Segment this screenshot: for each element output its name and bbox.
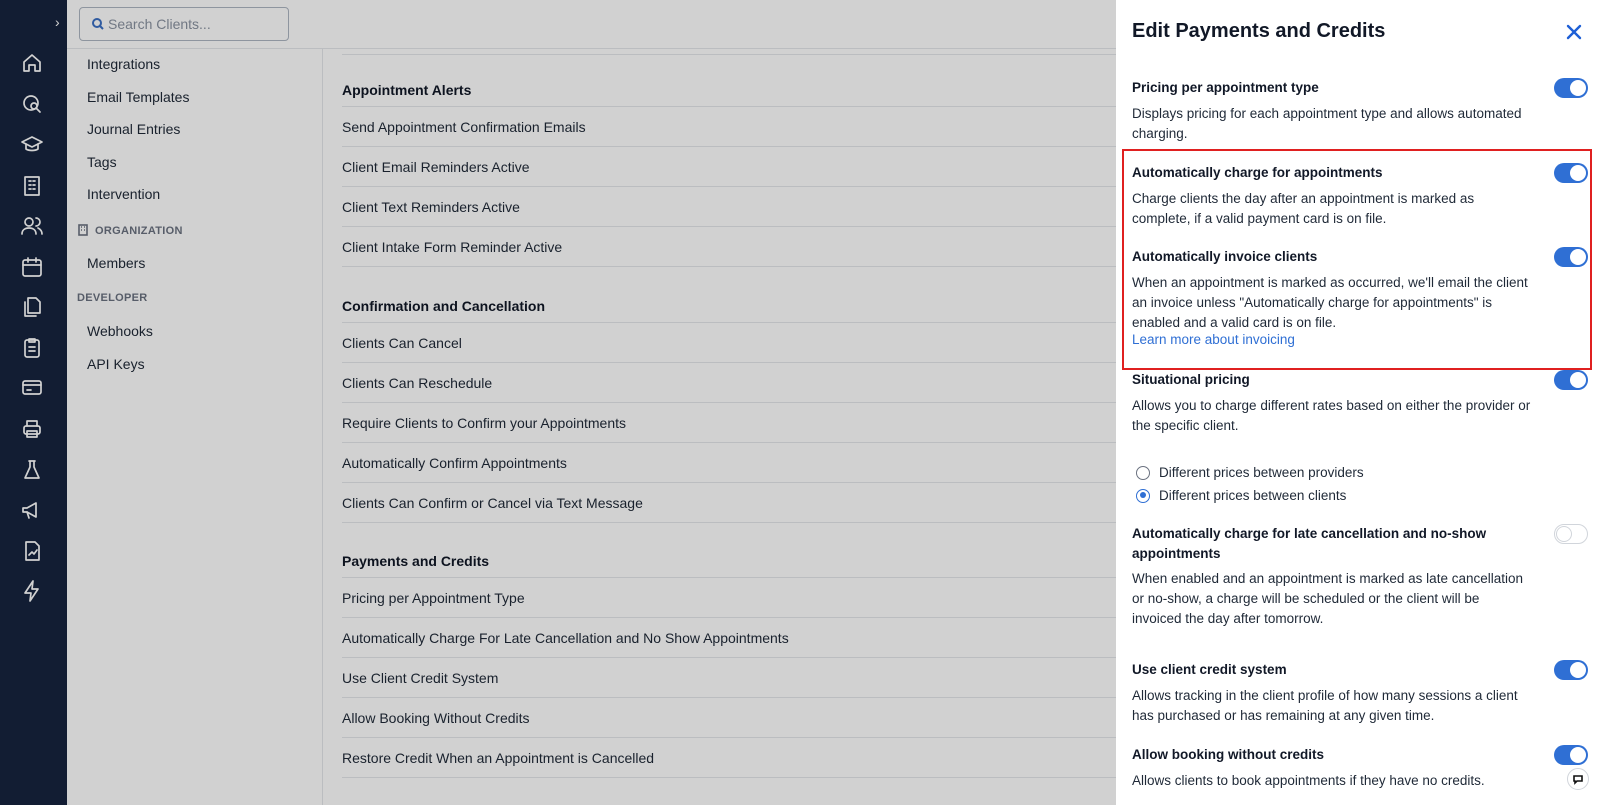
setting-row-label: Send Appointment Confirmation Emails [342,119,586,135]
toggle-auto-invoice[interactable] [1554,247,1588,267]
option-title-late-cancel-charge: Automatically charge for late cancellation and no-show appointments [1132,526,1487,561]
toggle-knob [1570,662,1586,678]
toggle-auto-charge[interactable] [1554,163,1588,183]
setting-row-label: Pricing per Appointment Type [342,590,525,606]
subnav-item-email-templates[interactable]: Email Templates [87,89,190,105]
toggle-booking-without-credits[interactable] [1554,745,1588,765]
edit-payments-drawer [1116,0,1600,805]
setting-row-label: Allow Booking Without Credits [342,710,530,726]
option-desc-auto-charge: Charge clients the day after an appointment is marked as complete, if a valid payment card is on file. [1132,191,1475,226]
developer-section-label: DEVELOPER [77,292,148,304]
subnav-item-members[interactable]: Members [87,255,146,271]
option-title-client-credit: Use client credit system [1132,662,1287,677]
toggle-late-cancel-charge[interactable] [1554,524,1588,544]
toggle-knob [1556,526,1572,542]
setting-row-label: Clients Can Reschedule [342,375,493,391]
toggle-pricing-per-type[interactable] [1554,78,1588,98]
option-desc-auto-invoice: When an appointment is marked as occurred, we'll email the client an invoice unless "Automatically charge for appointments" is enabled and a valid card is on file. [1132,275,1528,330]
expand-sidebar-icon[interactable]: › [55,14,60,30]
setting-row-label: Automatically Charge For Late Cancellation and No Show Appointments [342,630,789,646]
setting-row-label: Restore Credit When an Appointment is Cancelled [342,750,655,766]
toggle-situational-pricing[interactable] [1554,370,1588,390]
subnav-item-intervention[interactable]: Intervention [87,186,161,202]
option-desc-pricing-per-type: Displays pricing for each appointment type and allows automated charging. [1132,106,1522,141]
option-title-situational-pricing: Situational pricing [1132,372,1250,387]
group-title-confirmation-cancellation: Confirmation and Cancellation [342,298,546,314]
learn-more-invoicing-link[interactable]: Learn more about invoicing [1132,332,1295,347]
toggle-knob [1570,165,1586,181]
setting-row-label: Automatically Confirm Appointments [342,455,567,471]
option-desc-booking-without-credits: Allows clients to book appointments if they have no credits. [1132,773,1485,788]
setting-row-label: Use Client Credit System [342,670,499,686]
toggle-knob [1570,249,1586,265]
subnav-item-api-keys[interactable]: API Keys [87,356,145,372]
radio-label: Different prices between clients [1159,488,1347,503]
setting-row-label: Client Email Reminders Active [342,159,530,175]
option-title-pricing-per-type: Pricing per appointment type [1132,80,1319,95]
toggle-client-credit[interactable] [1554,660,1588,680]
option-desc-late-cancel-charge: When enabled and an appointment is marked as late cancellation or no-show, a charge will be scheduled or the client will be invoiced the day after tomorrow. [1132,571,1523,626]
setting-row-label: Client Text Reminders Active [342,199,520,215]
option-title-auto-charge: Automatically charge for appointments [1132,165,1383,180]
toggle-knob [1570,747,1586,763]
close-icon[interactable] [1564,22,1584,42]
chat-support-icon[interactable] [1567,768,1589,790]
radio-dot [1136,489,1150,503]
subnav-item-tags[interactable]: Tags [87,154,117,170]
subnav-item-webhooks[interactable]: Webhooks [87,323,153,339]
setting-row-label: Require Clients to Confirm your Appointments [342,415,627,431]
option-title-booking-without-credits: Allow booking without credits [1132,747,1324,762]
organization-label-text: ORGANIZATION [95,225,183,237]
drawer-title: Edit Payments and Credits [1132,20,1386,42]
subnav-item-integrations[interactable]: Integrations [87,56,161,72]
radio-label: Different prices between providers [1159,465,1364,480]
group-title-appointment-alerts: Appointment Alerts [342,82,472,98]
setting-row-label: Client Intake Form Reminder Active [342,239,563,255]
subnav-item-journal-entries[interactable]: Journal Entries [87,121,181,137]
setting-row-label: Clients Can Cancel [342,335,462,351]
radio-prices-between-providers[interactable] [1136,465,1364,480]
toggle-knob [1570,372,1586,388]
option-desc-client-credit: Allows tracking in the client profile of how many sessions a client has purchased or has remaining at any given time. [1132,688,1518,723]
radio-dot [1136,466,1150,480]
option-desc-situational-pricing: Allows you to charge different rates based on either the provider or the specific client. [1132,398,1531,433]
option-title-auto-invoice: Automatically invoice clients [1132,249,1318,264]
setting-row-label: Clients Can Confirm or Cancel via Text Message [342,495,643,511]
radio-prices-between-clients[interactable] [1136,488,1346,503]
toggle-knob [1570,80,1586,96]
group-title-payments-credits: Payments and Credits [342,553,490,569]
